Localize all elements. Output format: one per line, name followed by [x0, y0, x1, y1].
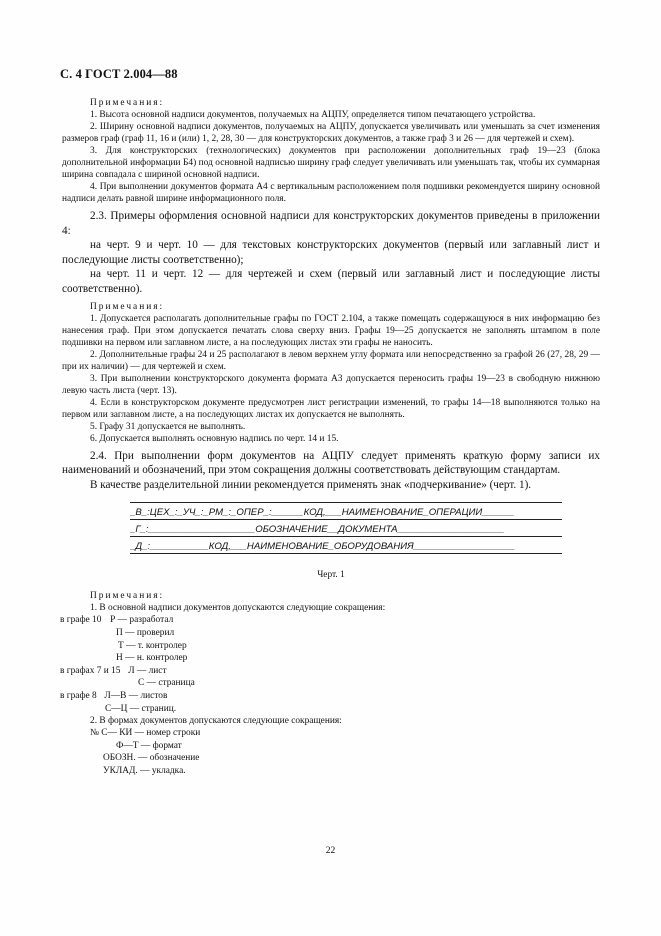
abbrev-item: Т — т. контролер — [118, 640, 187, 651]
figure-line: _Г_:____________________ОБОЗНАЧЕНИЕ__ДОКУМЕНТА____________________ — [130, 522, 562, 537]
figure-caption: Черт. 1 — [317, 570, 345, 581]
abbrev-row — [62, 727, 600, 740]
section-2-3-intro: 2.3. Примеры оформления основной надписи для конструкторских документов приведены в приложении 4: — [62, 210, 600, 237]
abbrev-list — [60, 614, 600, 715]
section-2-3-item: на черт. 9 и черт. 10 — для текстовых конструкторских документов (первый или заглавный лист и последующие листы соответственно); — [62, 239, 600, 266]
figure-line: _В_:ЦЕХ_:_УЧ_:_РМ_:_ОПЕР_:______КОД,___НАИМЕНОВАНИЕ_ОПЕРАЦИИ______ — [130, 505, 562, 520]
forms-abbrev-list — [62, 727, 600, 777]
abbrev-row — [60, 640, 600, 653]
abbrev-row — [60, 677, 600, 690]
abbrev-row — [60, 614, 600, 627]
note-item: 1. Допускается располагать дополнительные графы по ГОСТ 2.104, а также помещать содержащуюся в них информацию без нанесения граф. При этом допускается печатать слова сверху вниз. Графы 19—25 допускается не заполнять штампом в поле подшивки на первом или заглавном листе, а на последующих листах эти графы не наносить. — [62, 313, 600, 348]
abbrev-item: Л — лист — [128, 665, 167, 676]
abbrev-row — [60, 665, 600, 678]
abbrev-item: Ф—Т — формат — [116, 740, 182, 751]
abbrev-item: Л—В — листов — [104, 690, 168, 701]
figure-1 — [130, 502, 562, 554]
abbrev-row — [60, 652, 600, 665]
abbrev-item: УКЛАД. — укладка. — [103, 765, 186, 776]
note-item: 1. Высота основной надписи документов, получаемых на АЦПУ, определяется типом печатающего устройства. — [90, 110, 536, 120]
abbrev-group-label: в графах 7 и 15 — [60, 665, 121, 676]
section-2-4-paragraph: В качестве разделительной линии рекомендуется применять знак «подчеркивание» (черт. 1). — [90, 478, 532, 491]
notes-heading: Примечания: — [90, 98, 165, 108]
abbrev-group-label: в графе 8 — [60, 690, 97, 701]
abbrev-row — [62, 765, 600, 778]
figure-line: _Д_:___________КОД,___НАИМЕНОВАНИЕ_ОБОРУДОВАНИЯ___________________ — [130, 539, 562, 554]
abbrev-item: С — страница — [138, 678, 195, 689]
note-item: 2. В формах документов допускаются следующие сокращения: — [90, 716, 342, 727]
note-item: 5. Графу 31 допускается не выполнять. — [90, 421, 246, 432]
page-content — [62, 97, 600, 777]
note-item: 4. При выполнении документов формата А4 с вертикальным расположением поля подшивки рекомендуется ширину основной надписи делать равной ширине информационного поля. — [62, 182, 600, 204]
notes-heading: Примечания: — [90, 301, 165, 312]
abbrev-item: Р — разработал — [110, 615, 174, 626]
note-item: 3. Для конструкторских (технологических) документов при расположении дополнительных граф 19—23 (блока дополнительной информации Б4) под основной надписью ширину граф следует увеличивать или уменьшать так, чтобы их суммарная ширина совпадала с шириной основной надписи. — [62, 146, 600, 180]
abbrev-row — [62, 752, 600, 765]
page-header: С. 4 ГОСТ 2.004—88 — [60, 67, 178, 81]
section-2-4-paragraph: 2.4. При выполнении форм документов на АЦПУ следует применять краткую форму записи их наименований и обозначений, при этом сокращения должны соответствовать действующим стандартам. — [62, 449, 600, 477]
abbrev-item: П — проверил — [116, 627, 175, 638]
abbrev-row — [60, 703, 600, 716]
note-item: 3. При выполнении конструкторского документа формата А3 допускается переносить графы 19—23 в свободную нижнюю левую часть листа (черт. 13). — [62, 373, 600, 396]
abbrev-row — [62, 740, 600, 753]
abbrev-item: Н — н. контролер — [116, 653, 188, 664]
abbrev-item: ОБОЗН. — обозначение — [103, 753, 200, 764]
abbrev-row — [60, 690, 600, 703]
note-item: 2. Ширину основной надписи документов, получаемых на АЦПУ, допускается увеличивать или уменьшать за счет изменения размеров граф (граф 11, 16 и (или) 1, 2, 28, 30 — для конструкторских документов, а также граф 3 и 26 — для чертежей и схем). — [62, 122, 600, 144]
note-item: 6. Допускается выполнять основную надпись по черт. 14 и 15. — [90, 433, 339, 444]
abbrev-group-label: в графе 10 — [60, 615, 102, 626]
note-item: 1. В основной надписи документов допускаются следующие сокращения: — [90, 603, 386, 614]
abbrev-row — [60, 627, 600, 640]
section-2-3-item: на черт. 11 и черт. 12 — для чертежей и схем (первый или заглавный лист и последующие листы соответственно). — [62, 268, 600, 295]
abbrev-item: С—Ц — страниц. — [105, 703, 177, 714]
notes-heading: Примечания: — [90, 591, 165, 602]
page-number: 22 — [325, 845, 336, 856]
note-item: 2. Дополнительные графы 24 и 25 располагают в левом верхнем углу формата или непосредственно за графой 26 (27, 28, 29 — при их наличии) — для чертежей и схем. — [62, 349, 600, 372]
abbrev-item: № С— КИ — номер строки — [90, 728, 201, 739]
note-item: 4. Если в конструкторском документе предусмотрен лист регистрации изменений, то графы 14—18 выполняются только на первом или заглавном листе, а на последующих листах их допускается не выполнять. — [62, 397, 600, 420]
